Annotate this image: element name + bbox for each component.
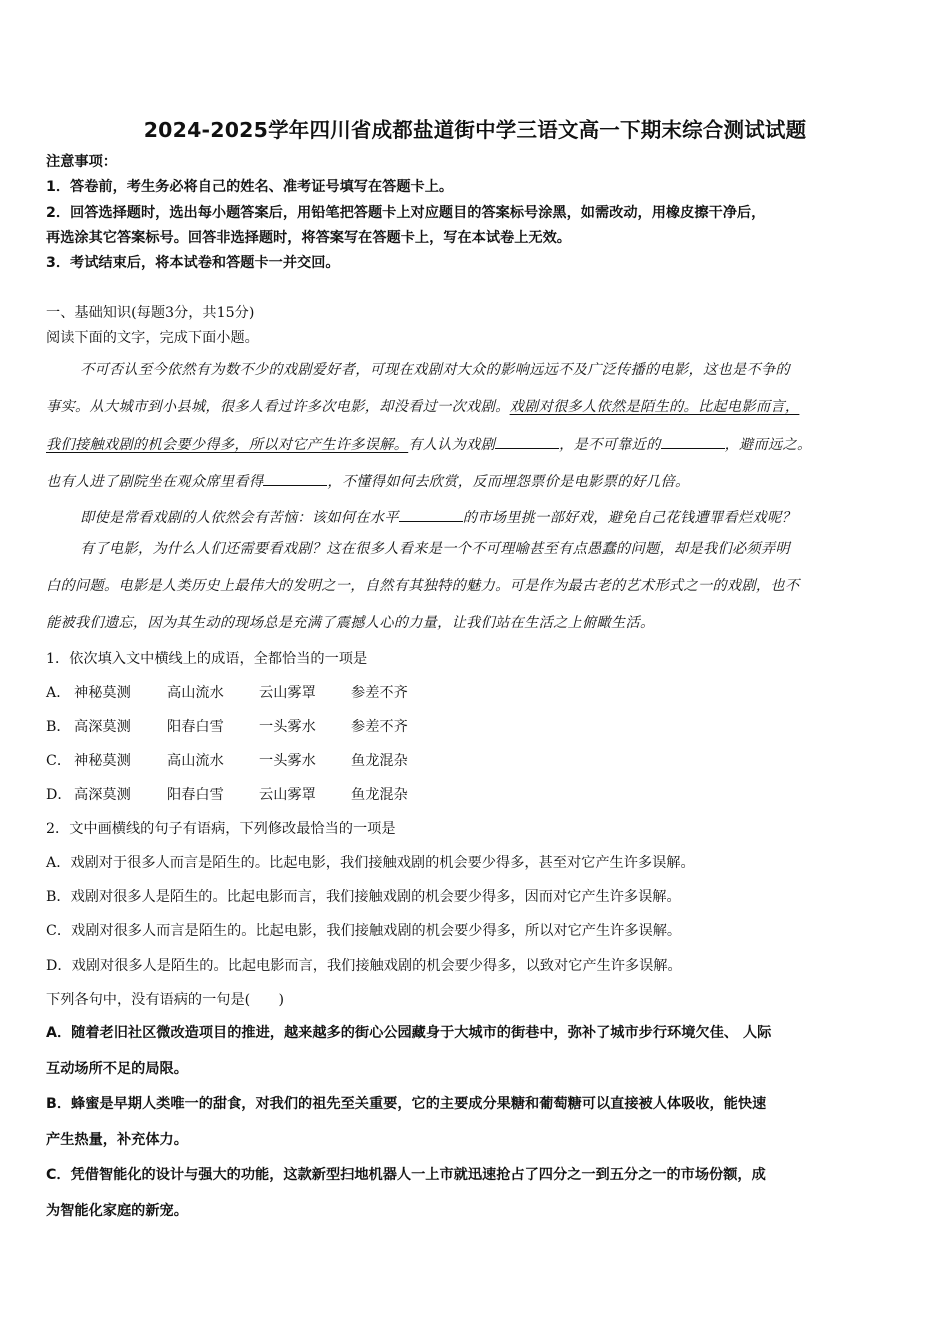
q1-stem: 1．依次填入文中横线上的成语，全都恰当的一项是 bbox=[46, 651, 368, 667]
q3-stem: 下列各句中，没有语病的一句是( ) bbox=[46, 992, 285, 1008]
q1-option-a[interactable]: A． 神秘莫测 高山流水 云山雾罩 参差不齐 bbox=[46, 685, 408, 701]
passage-p1-line1: 不可否认至今依然有为数不少的戏剧爱好者，可现在戏剧对大众的影响远远不及广泛传播的电影，这也是不争的 bbox=[80, 362, 790, 378]
passage-p1-line3: 我们接触戏剧的机会要少得多，所以对它产生许多误解。有人认为戏剧 ，是不可靠近的 ，避而远之。 bbox=[46, 434, 911, 455]
q2-option-a[interactable]: A．戏剧对于很多人而言是陌生的。比起电影，我们接触戏剧的机会要少得多，甚至对它产生许多误解。 bbox=[46, 855, 695, 871]
notice-item-2: 2．回答选择题时，选出每小题答案后，用铅笔把答题卡上对应题目的答案标号涂黑，如需改动，用橡皮擦干净后， bbox=[46, 205, 766, 221]
passage-p3-line3: 能被我们遗忘，因为其生动的现场总是充满了震撼人心的力量，让我们站在生活之上俯瞰生活。 bbox=[46, 615, 655, 631]
q2-option-b[interactable]: B．戏剧对很多人是陌生的。比起电影而言，我们接触戏剧的机会要少得多，因而对它产生许多误解。 bbox=[46, 889, 681, 905]
blank-4 bbox=[399, 507, 463, 522]
blank-3 bbox=[263, 471, 327, 486]
q3-option-c-line1[interactable]: C．凭借智能化的设计与强大的功能，这款新型扫地机器人一上市就迅速抢占了四分之一到五分之一的市场份额，成 bbox=[46, 1167, 766, 1183]
q2-option-d[interactable]: D．戏剧对很多人是陌生的。比起电影而言，我们接触戏剧的机会要少得多，以致对它产生许多误解。 bbox=[46, 958, 682, 974]
blank-1 bbox=[495, 434, 559, 449]
q3-option-a-line2: 互动场所不足的局限。 bbox=[46, 1061, 188, 1077]
notice-item-1: 1．答卷前，考生务必将自己的姓名、准考证号填写在答题卡上。 bbox=[46, 179, 454, 195]
page-title: 2024-2025学年四川省成都盐道街中学三语文高一下期末综合测试试题 bbox=[143, 118, 807, 142]
q2-option-c[interactable]: C．戏剧对很多人而言是陌生的。比起电影，我们接触戏剧的机会要少得多，所以对它产生许多误解。 bbox=[46, 923, 682, 939]
q3-option-a-line1[interactable]: A．随着老旧社区微改造项目的推进，越来越多的街心公园藏身于大城市的街巷中，弥补了城市步行环境欠佳、 人际 bbox=[46, 1025, 772, 1041]
notice-heading: 注意事项： bbox=[46, 154, 117, 170]
passage-p2: 即使是常看戏剧的人依然会有苦恼：该如何在水平 的市场里挑一部好戏，避免自己花钱遭罪看烂戏呢？ bbox=[80, 507, 910, 528]
notice-item-2-cont: 再选涂其它答案标号。回答非选择题时，将答案写在答题卡上，写在本试卷上无效。 bbox=[46, 230, 571, 246]
section-heading: 一、基础知识(每题3分，共15分) bbox=[46, 305, 255, 321]
notice-item-3: 3．考试结束后，将本试卷和答题卡一并交回。 bbox=[46, 255, 340, 271]
passage-p1-line2: 事实。从大城市到小县城，很多人看过许多次电影，却没看过一次戏剧。戏剧对很多人依然是陌生的。比起电影而言， bbox=[46, 399, 800, 415]
underlined-sentence-part2: 我们接触戏剧的机会要少得多，所以对它产生许多误解。 bbox=[46, 437, 409, 453]
q1-option-d[interactable]: D． 高深莫测 阳春白雪 云山雾罩 鱼龙混杂 bbox=[46, 787, 408, 803]
q3-option-b-line2: 产生热量，补充体力。 bbox=[46, 1132, 188, 1148]
passage-p3-line1: 有了电影，为什么人们还需要看戏剧？这在很多人看来是一个不可理喻甚至有点愚蠢的问题，却是我们必须弄明 bbox=[80, 541, 790, 557]
q1-option-b[interactable]: B． 高深莫测 阳春白雪 一头雾水 参差不齐 bbox=[46, 719, 408, 735]
passage-p1-line4: 也有人进了剧院坐在观众席里看得 ，不懂得如何去欣赏，反而埋怨票价是电影票的好几倍。 bbox=[46, 471, 911, 492]
q3-option-b-line1[interactable]: B．蜂蜜是早期人类唯一的甜食，对我们的祖先至关重要，它的主要成分果糖和葡萄糖可以直接被人体吸收，能快速 bbox=[46, 1096, 767, 1112]
underlined-sentence-part1: 戏剧对很多人依然是陌生的。比起电影而言， bbox=[509, 399, 800, 415]
passage-p3-line2: 白的问题。电影是人类历史上最伟大的发明之一，自然有其独特的魅力。可是作为最古老的艺术形式之一的戏剧，也不 bbox=[46, 578, 800, 594]
q3-option-c-line2: 为智能化家庭的新宠。 bbox=[46, 1203, 188, 1219]
q2-stem: 2．文中画横线的句子有语病，下列修改最恰当的一项是 bbox=[46, 821, 396, 837]
blank-2 bbox=[661, 434, 725, 449]
section-instruction: 阅读下面的文字，完成下面小题。 bbox=[46, 330, 259, 346]
q1-option-c[interactable]: C． 神秘莫测 高山流水 一头雾水 鱼龙混杂 bbox=[46, 753, 408, 769]
